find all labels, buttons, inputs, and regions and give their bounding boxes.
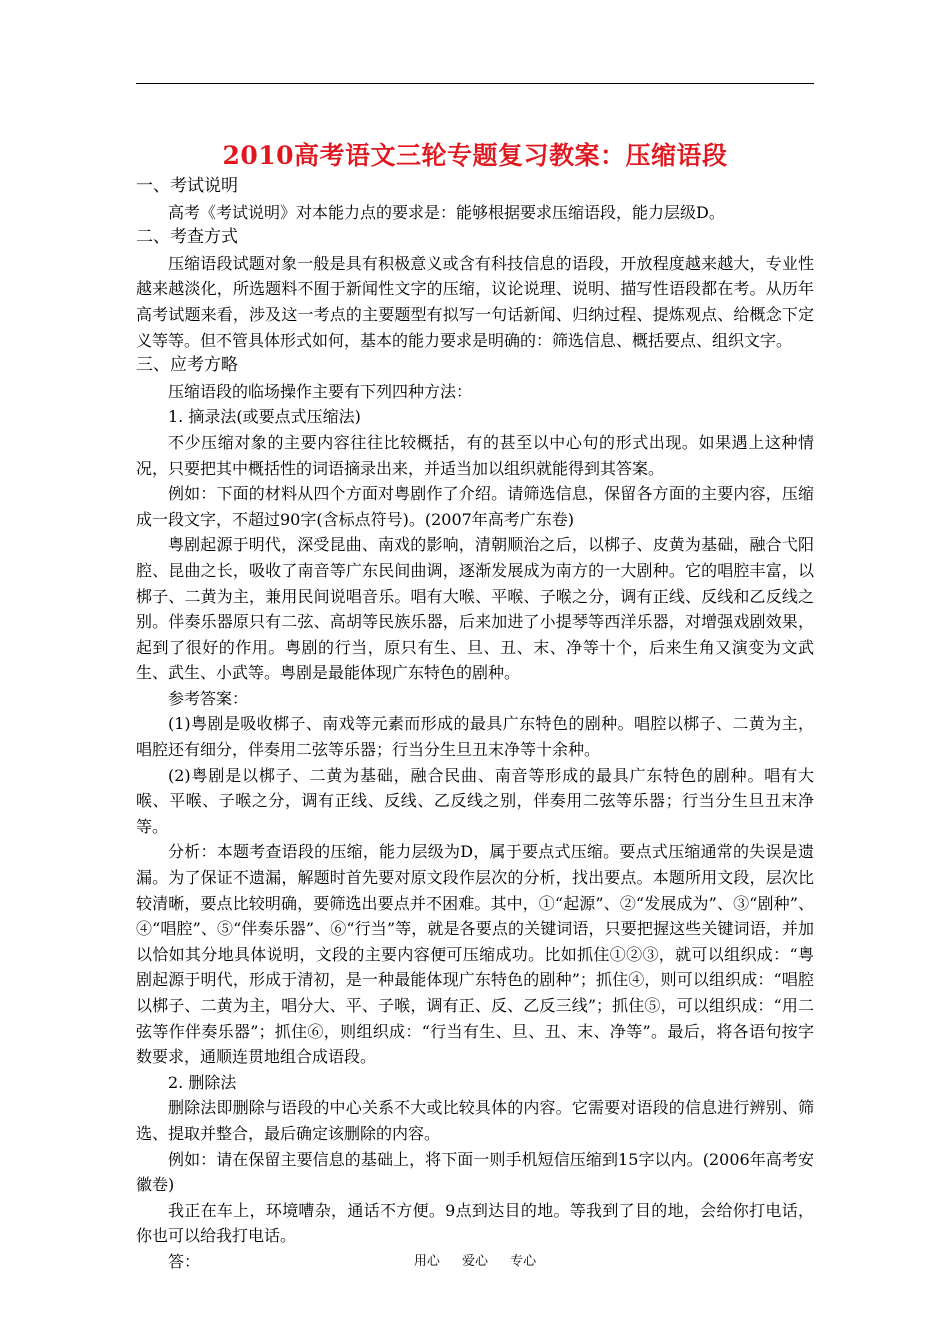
document-body — [136, 174, 814, 1275]
method-heading-1: 1. 摘录法(或要点式压缩法) — [168, 407, 361, 427]
footer-text: 用心 — [413, 1254, 440, 1269]
method-heading-2: 2. 删除法 — [168, 1072, 237, 1092]
paragraph: 删除法即删除与语段的中心关系不大或比较具体的内容。它需要对语段的信息进行辨别、筛选、提取并整合，最后确定该删除的内容。 — [136, 1098, 814, 1143]
example-question: 例如：下面的材料从四个方面对粤剧作了介绍。请筛选信息，保留各方面的主要内容，压缩成一段文字，不超过90字(含标点符号)。(2007年高考广东卷) — [136, 484, 814, 529]
answer-item: (1)粤剧是吸收梆子、南戏等元素而形成的最具广东特色的剧种。唱腔以梆子、二黄为主，唱腔还有细分，伴奏用二弦等乐器；行当分生旦丑末净等十余种。 — [136, 714, 814, 760]
answer-label: 参考答案： — [168, 688, 249, 708]
paragraph: 压缩语段的临场操作主要有下列四种方法： — [168, 381, 473, 401]
paragraph: 压缩语段试题对象一般是具有积极意义或含有科技信息的语段，开放程度越来越大，专业性越来越淡化，所选题料不囿于新闻性文字的压缩，议论说理、说明、描写性语段都在考。从历年高考试题来看，涉及这一考点的主要题型有拟写一句话新闻、归纳过程、提炼观点、给概念下定义等等。但不管具体形式如何，基本的能力要求是明确的：筛选信息、概括要点、组织文字。 — [136, 253, 814, 350]
example-material: 我正在车上，环境嘈杂，通话不方便。9点到达目的地。等我到了目的地，会给你打电话，你也可以给我打电话。 — [136, 1200, 814, 1246]
answer-item: (2)粤剧是以梆子、二黄为基础，融合民曲、南音等形成的最具广东特色的剧种。唱有大喉、平喉、子喉之分，调有正线、反线、乙反线之别，伴奏用二弦等乐器；行当分生旦丑末净等。 — [136, 765, 814, 836]
footer-text: 爱心 — [461, 1254, 488, 1269]
footer-text: 专心 — [510, 1254, 537, 1269]
document-title: 2010高考语文三轮专题复习教案：压缩语段 — [222, 141, 728, 170]
example-material: 粤剧起源于明代，深受昆曲、南戏的影响，清朝顺治之后，以梆子、皮黄为基础，融合弋阳腔、昆曲之长，吸收了南音等广东民间曲调，逐渐发展成为南方的一大剧种。它的唱腔丰富，以梆子、二黄为主，兼用民间说唱音乐。唱有大喉、平喉、子喉之分，调有正线、反线和乙反线之别。伴奏乐器原只有二弦、高胡等民族乐器，后来加进了小提琴等西洋乐器，对增强戏剧效果，起到了很好的作用。粤剧的行当，原只有生、旦、丑、末、净等十个，后来生角又演变为文武生、武生、小武等。粤剧是最能体现广东特色的剧种。 — [136, 535, 814, 683]
example-question: 例如：请在保留主要信息的基础上，将下面一则手机短信压缩到15字以内。(2006年高考安徽卷) — [136, 1149, 814, 1195]
section-heading-2: 二、考查方式 — [136, 227, 238, 248]
header-rule — [136, 83, 814, 84]
section-heading-1: 一、考试说明 — [136, 176, 238, 196]
page-footer — [0, 1250, 950, 1269]
analysis-paragraph: 分析：本题考查语段的压缩，能力层级为D，属于要点式压缩。要点式压缩通常的失误是遗漏。为了保证不遗漏，解题时首先要对原文段作层次的分析，找出要点。本题所用文段，层次比较清晰，要点比较明确，要筛选出要点并不困难。其中，①“起源”、②“发展成为”、③“剧种”、④“唱腔”、⑤“伴奏乐器”、⑥“行当”等，就是各要点的关键词语，只要把握这些关键词语，并加以恰如其分地具体说明，文段的主要内容便可压缩成功。比如抓住①②③，就可以组织成：“粤剧起源于明代，形成于清初，是一种最能体现广东特色的剧种”；抓住④，则可以组织成：“唱腔以梆子、二黄为主，唱分大、平、子喉，调有正、反、乙反三线”；抓住⑤，可以组织成：“用二弦等作伴奏乐器”；抓住⑥，则组织成：“行当有生、旦、丑、末、净等”。最后，将各语句按字数要求，通顺连贯地组合成语段。 — [136, 842, 814, 1067]
paragraph: 不少压缩对象的主要内容往往比较概括，有的甚至以中心句的形式出现。如果遇上这种情况，只要把其中概括性的词语摘录出来，并适当加以组织就能得到其答案。 — [136, 432, 814, 478]
answer-label: 答： — [168, 1251, 201, 1271]
paragraph: 高考《考试说明》对本能力点的要求是：能够根据要求压缩语段，能力层级D。 — [168, 202, 725, 222]
section-heading-3: 三、应考方略 — [136, 355, 238, 376]
